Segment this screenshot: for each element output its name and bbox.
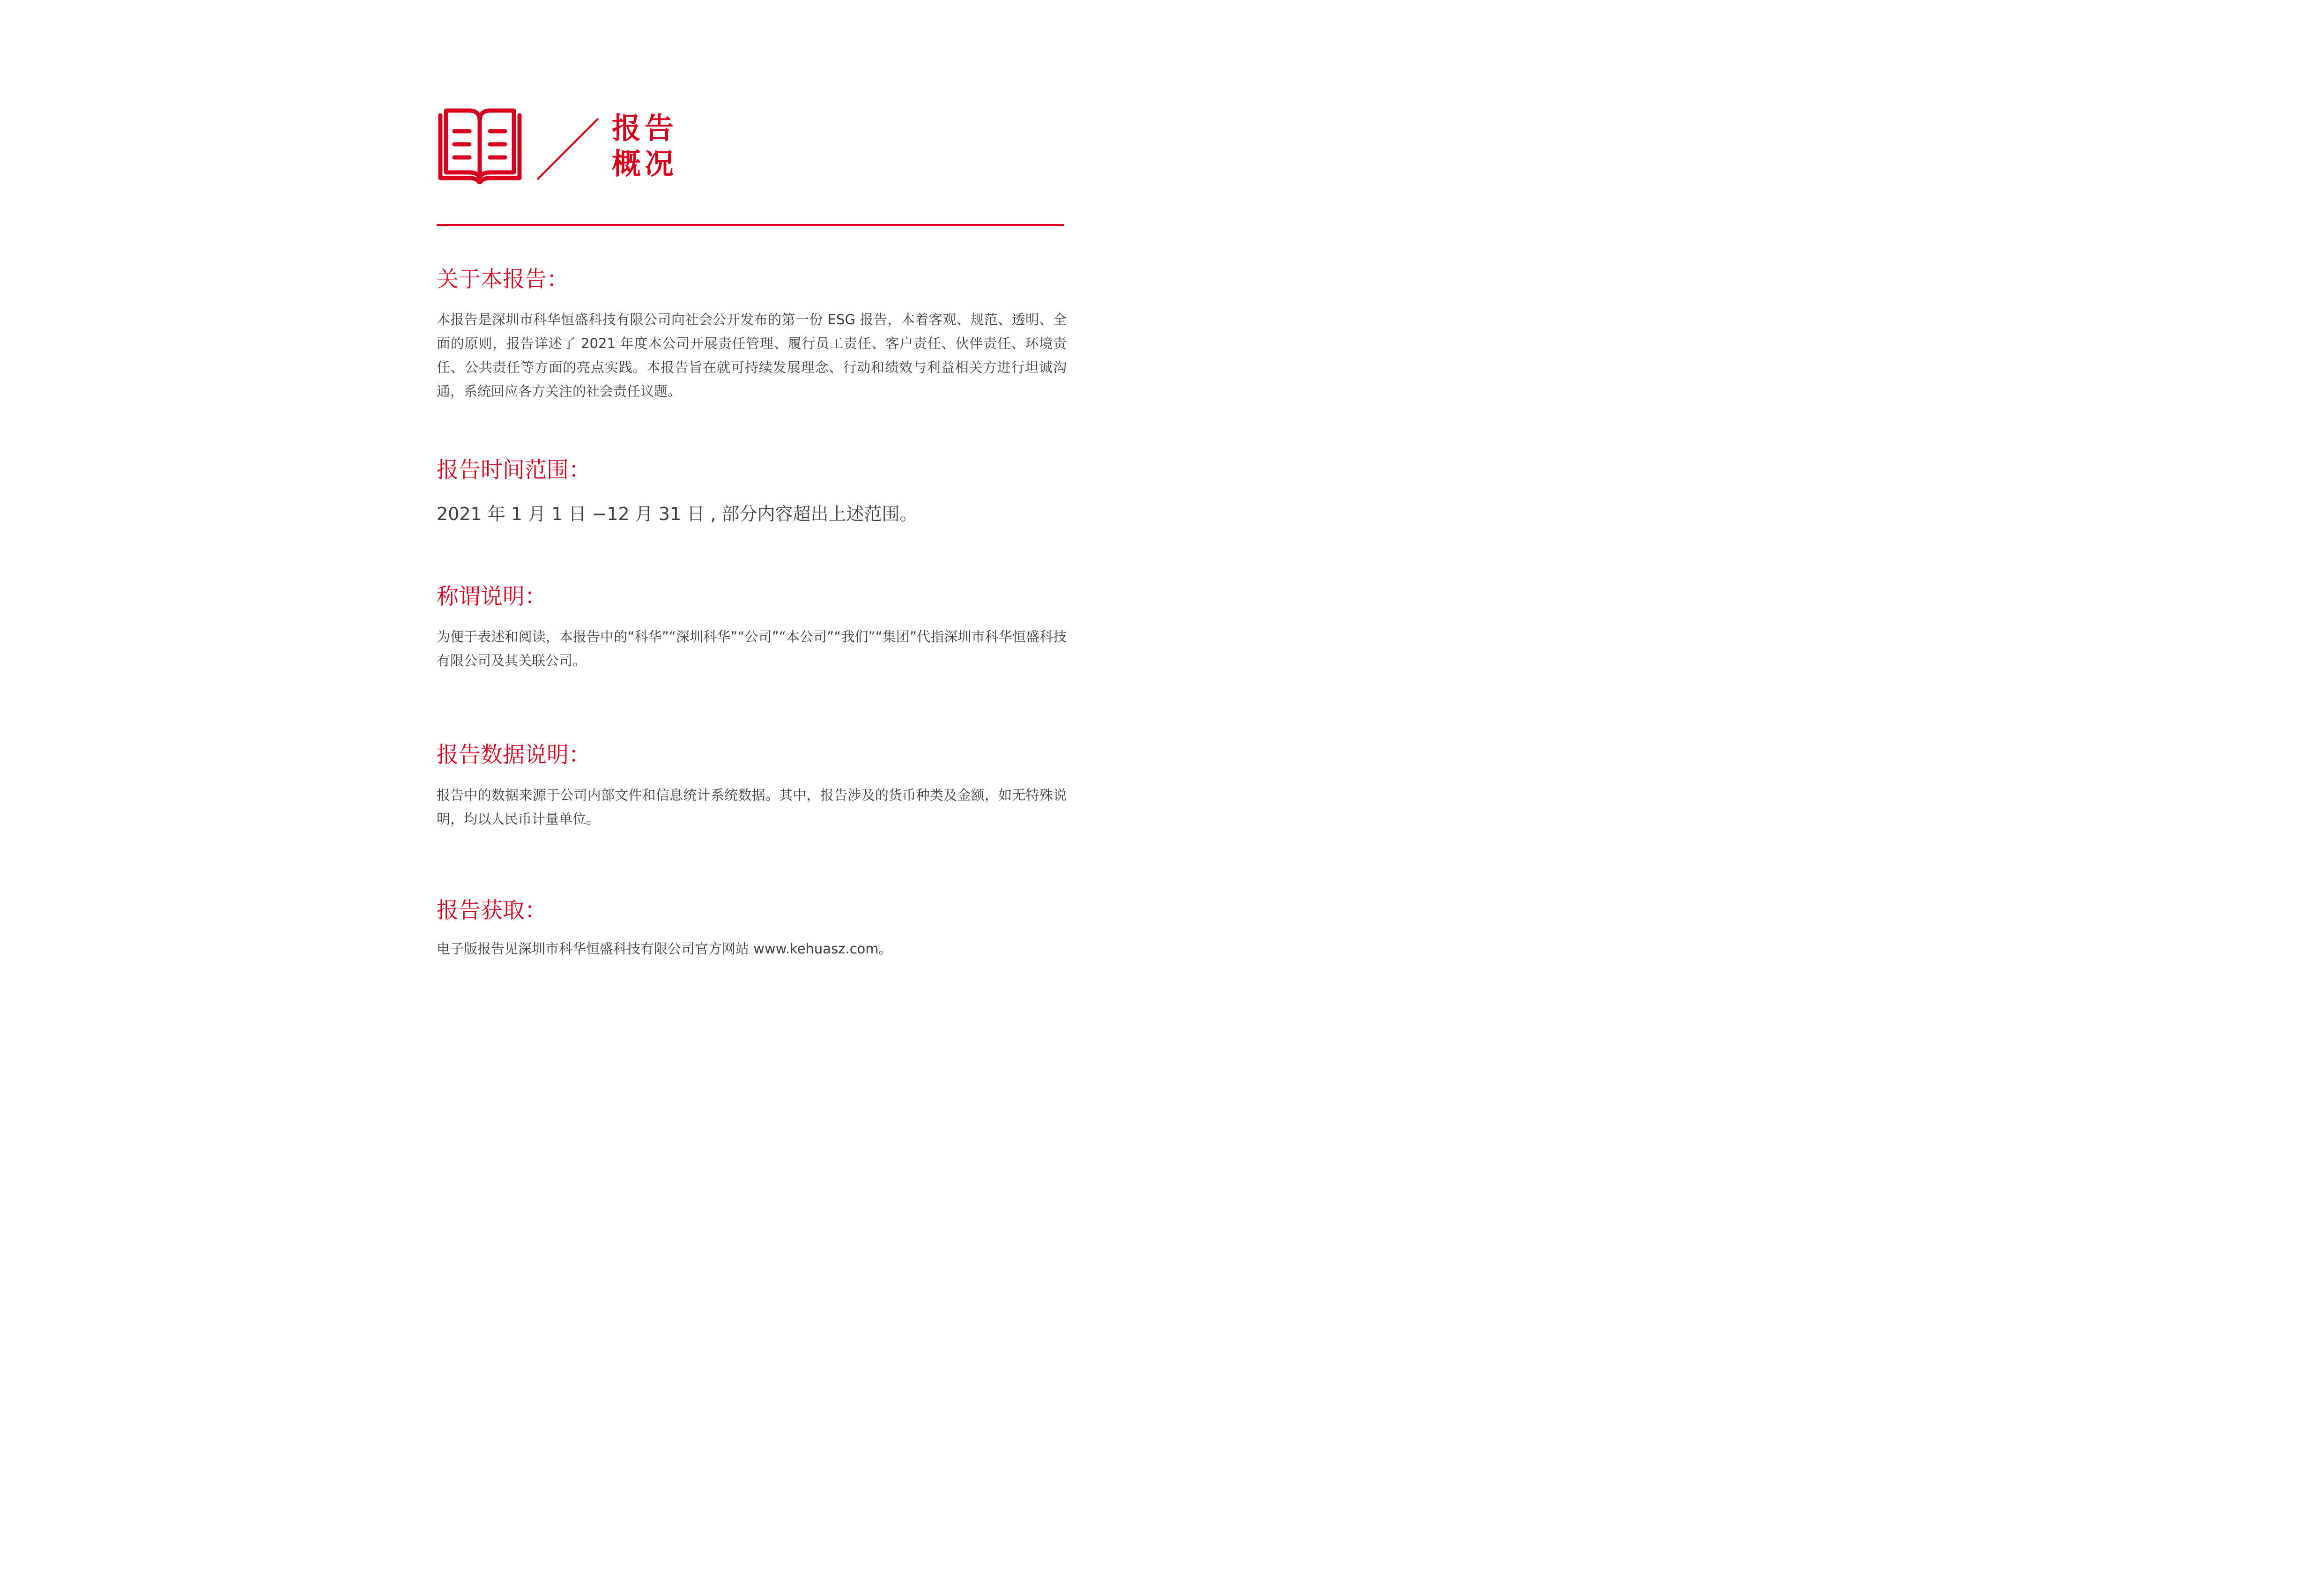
about-report-heading: 关于本报告： [437, 267, 569, 292]
report-period-body: 2021 年 1 月 1 日 −12 月 31 日 , 部分内容超出上述范围。 [437, 504, 918, 524]
naming-convention-section [437, 582, 1067, 673]
page-title-line1: 报告 [612, 111, 678, 145]
report-period-heading: 报告时间范围： [437, 457, 591, 483]
slash-divider-icon [533, 114, 603, 184]
naming-convention-body: 为便于表述和阅读，本报告中的“科华”“深圳科华”“公司”“本公司”“我们”“集团”代指深圳市科华恒盛科技有限公司及其关联公司。 [437, 629, 1067, 669]
report-access-section [437, 896, 1067, 961]
report-data-section [437, 740, 1067, 831]
page-title-line2: 概况 [612, 147, 678, 181]
header-divider [437, 224, 1064, 226]
report-access-body: 电子版报告见深圳市科华恒盛科技有限公司官方网站 www.kehuasz.com。 [437, 941, 892, 957]
open-book-icon [437, 107, 523, 184]
naming-convention-heading: 称谓说明： [437, 584, 547, 610]
about-report-section [437, 265, 1067, 403]
report-overview-header [437, 107, 1064, 186]
report-period-section [437, 455, 1067, 528]
report-data-body: 报告中的数据来源于公司内部文件和信息统计系统数据。其中，报告涉及的货币种类及金额，如无特殊说明，均以人民币计量单位。 [437, 787, 1067, 827]
report-access-heading: 报告获取： [437, 898, 547, 923]
page-title [612, 111, 677, 182]
report-data-heading: 报告数据说明： [437, 742, 591, 768]
about-report-body: 本报告是深圳市科华恒盛科技有限公司向社会公开发布的第一份 ESG 报告，本着客观、规范、透明、全面的原则，报告详述了 2021 年度本公司开展责任管理、履行员工责任、客户责任、伙伴责任、环境责任、公共责任等方面的亮点实践。本报告旨在就可持续发展理念、行动和绩效与利益相关方进行坦诚沟通，系统回应各方关注的社会责任议题。 [437, 312, 1067, 399]
